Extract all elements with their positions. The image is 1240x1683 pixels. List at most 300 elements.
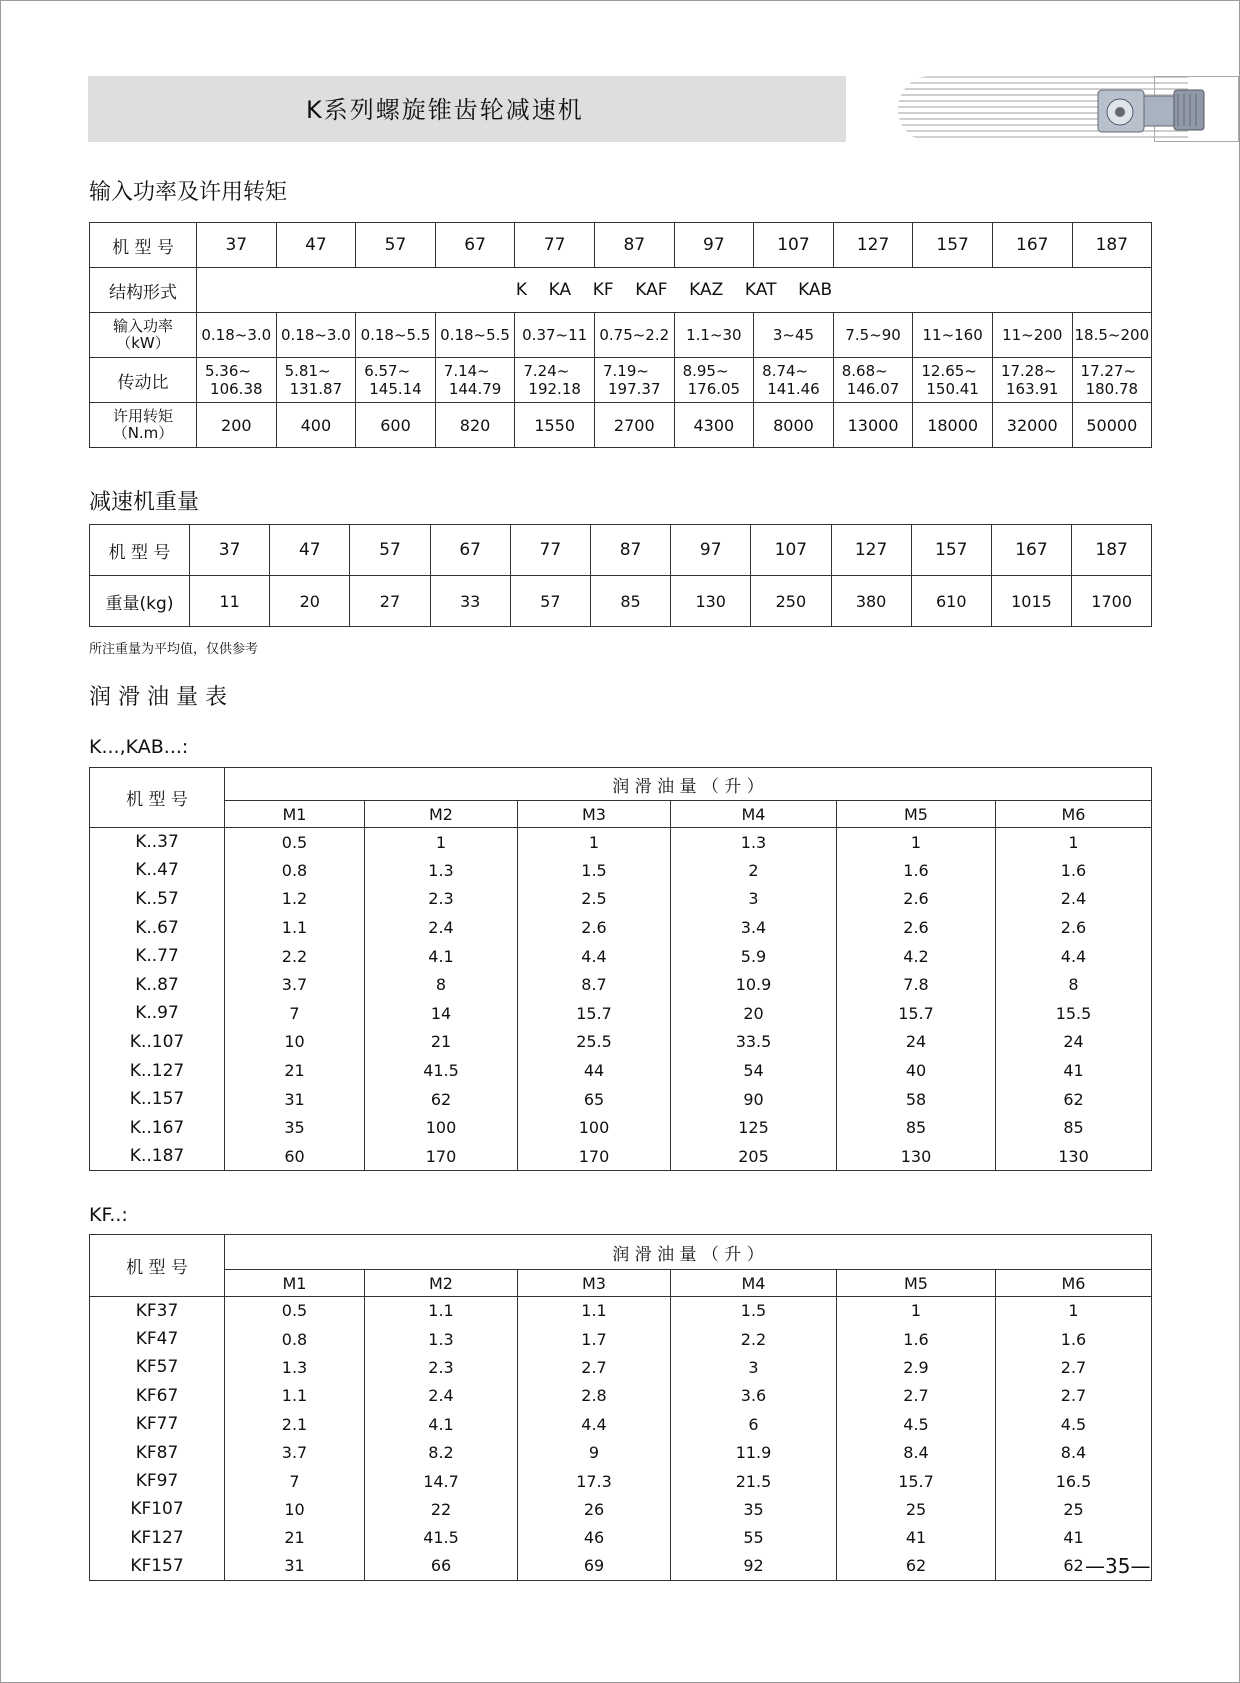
oil-value-cell: 1.6 — [996, 1325, 1152, 1353]
oil-table-kf — [89, 1234, 1152, 1581]
weight-cell: 20 — [270, 576, 350, 627]
oil-value-cell: 1.1 — [225, 913, 365, 942]
oil-value-cell: 1.3 — [225, 1353, 365, 1381]
page-title: K系列螺旋锥齿轮减速机 — [306, 96, 584, 124]
oil-value-cell: 41.5 — [365, 1524, 518, 1552]
oil-value-cell: 2.6 — [996, 913, 1152, 942]
oil-value-cell: 69 — [518, 1552, 671, 1580]
oil-value-cell: 62 — [996, 1085, 1152, 1114]
oil-value-cell: 15.5 — [996, 999, 1152, 1028]
model-cell: 187 — [1072, 525, 1152, 576]
torque-cell: 200 — [197, 403, 277, 448]
oil-value-cell: 170 — [365, 1142, 518, 1171]
oil-value-cell: 14.7 — [365, 1467, 518, 1495]
model-cell: 67 — [430, 525, 510, 576]
table-header-row — [90, 768, 1152, 801]
oil-value-cell: 2.7 — [996, 1353, 1152, 1381]
ratio-min: 6.57~ — [364, 362, 411, 380]
table-row — [90, 885, 1152, 914]
header-oil-group: 润 滑 油 量 （ 升 ） — [225, 768, 1152, 801]
oil-value-cell: 2.4 — [365, 1382, 518, 1410]
oil-k-subtitle: K...,KAB...: — [89, 736, 189, 758]
oil-value-cell: 2.6 — [518, 913, 671, 942]
torque-cell: 600 — [356, 403, 436, 448]
position-header-m3: M3 — [518, 1270, 671, 1297]
weight-cell: 250 — [751, 576, 831, 627]
ratio-max: 150.41 — [926, 380, 979, 398]
table-row — [90, 828, 1152, 857]
torque-cell: 1550 — [515, 403, 595, 448]
oil-value-cell: 130 — [996, 1142, 1152, 1171]
model-cell: K..87 — [90, 970, 225, 999]
model-cell: 97 — [674, 223, 754, 268]
oil-value-cell: 4.4 — [518, 942, 671, 971]
oil-value-cell: 15.7 — [837, 1467, 996, 1495]
oil-value-cell: 41 — [996, 1056, 1152, 1085]
oil-value-cell: 1 — [518, 828, 671, 857]
model-cell: 127 — [831, 525, 911, 576]
table-header-row — [90, 1235, 1152, 1270]
position-header-m6: M6 — [996, 1270, 1152, 1297]
oil-value-cell: 25 — [996, 1495, 1152, 1523]
oil-value-cell: 4.2 — [837, 942, 996, 971]
table-row — [90, 1382, 1152, 1410]
weight-cell: 1015 — [991, 576, 1071, 627]
oil-value-cell: 6 — [671, 1410, 837, 1438]
model-cell: 47 — [276, 223, 356, 268]
oil-value-cell: 21 — [225, 1056, 365, 1085]
oil-value-cell: 25 — [837, 1495, 996, 1523]
oil-value-cell: 2 — [671, 856, 837, 885]
oil-value-cell: 1.7 — [518, 1325, 671, 1353]
oil-value-cell: 90 — [671, 1085, 837, 1114]
power-cell: 18.5~200 — [1072, 313, 1152, 358]
oil-value-cell: 85 — [837, 1113, 996, 1142]
oil-value-cell: 2.2 — [671, 1325, 837, 1353]
ratio-max: 197.37 — [608, 380, 661, 398]
model-cell: KF57 — [90, 1353, 225, 1381]
oil-value-cell: 62 — [837, 1552, 996, 1580]
model-cell: 87 — [594, 223, 674, 268]
oil-value-cell: 130 — [837, 1142, 996, 1171]
oil-table-k — [89, 767, 1152, 1171]
oil-value-cell: 2.7 — [837, 1382, 996, 1410]
model-cell: K..167 — [90, 1113, 225, 1142]
oil-value-cell: 62 — [996, 1552, 1152, 1580]
position-header-m2: M2 — [365, 1270, 518, 1297]
power-cell: 0.37~11 — [515, 313, 595, 358]
header-model: 机 型 号 — [90, 768, 225, 828]
oil-value-cell: 1.3 — [365, 1325, 518, 1353]
oil-value-cell: 2.1 — [225, 1410, 365, 1438]
model-cell: 127 — [833, 223, 913, 268]
weight-cell: 57 — [510, 576, 590, 627]
oil-value-cell: 62 — [365, 1085, 518, 1114]
table-row — [90, 1056, 1152, 1085]
table-row — [90, 1028, 1152, 1057]
header-model: 机 型 号 — [90, 1235, 225, 1297]
oil-value-cell: 14 — [365, 999, 518, 1028]
oil-value-cell: 20 — [671, 999, 837, 1028]
oil-value-cell: 7.8 — [837, 970, 996, 999]
ratio-max: 163.91 — [1005, 380, 1059, 398]
ratio-cell — [276, 358, 356, 403]
table-row — [90, 223, 1152, 268]
ratio-cell — [1072, 358, 1152, 403]
weight-cell: 380 — [831, 576, 911, 627]
torque-cell: 4300 — [674, 403, 754, 448]
power-cell: 0.75~2.2 — [594, 313, 674, 358]
model-cell: K..157 — [90, 1085, 225, 1114]
position-header-m6: M6 — [996, 801, 1152, 828]
position-header-m4: M4 — [671, 1270, 837, 1297]
oil-value-cell: 44 — [518, 1056, 671, 1085]
oil-value-cell: 25.5 — [518, 1028, 671, 1057]
ratio-min: 8.74~ — [762, 362, 809, 380]
oil-value-cell: 33.5 — [671, 1028, 837, 1057]
model-cell: 47 — [270, 525, 350, 576]
power-cell: 0.18~3.0 — [197, 313, 277, 358]
oil-value-cell: 24 — [996, 1028, 1152, 1057]
oil-value-cell: 170 — [518, 1142, 671, 1171]
power-cell: 0.18~5.5 — [435, 313, 515, 358]
table-row — [90, 1325, 1152, 1353]
table-row — [90, 999, 1152, 1028]
row-label-ratio: 传动比 — [90, 358, 197, 403]
torque-label-line1: 许用转矩 — [112, 407, 173, 425]
oil-value-cell: 55 — [671, 1524, 837, 1552]
torque-cell: 18000 — [913, 403, 993, 448]
ratio-max: 141.46 — [767, 380, 820, 398]
header-oil-group: 润 滑 油 量 （ 升 ） — [225, 1235, 1152, 1270]
oil-value-cell: 5.9 — [671, 942, 837, 971]
row-label-model: 机 型 号 — [90, 223, 197, 268]
oil-value-cell: 8.4 — [996, 1438, 1152, 1466]
oil-value-cell: 2.2 — [225, 942, 365, 971]
ratio-min: 7.14~ — [443, 362, 490, 380]
table-row — [90, 913, 1152, 942]
oil-value-cell: 3.7 — [225, 1438, 365, 1466]
power-cell: 1.1~30 — [674, 313, 754, 358]
oil-value-cell: 1 — [837, 1297, 996, 1325]
oil-value-cell: 205 — [671, 1142, 837, 1171]
model-cell: KF67 — [90, 1382, 225, 1410]
model-cell: K..57 — [90, 885, 225, 914]
model-cell: KF47 — [90, 1325, 225, 1353]
oil-value-cell: 8.4 — [837, 1438, 996, 1466]
weight-cell: 27 — [350, 576, 430, 627]
oil-value-cell: 40 — [837, 1056, 996, 1085]
oil-value-cell: 10 — [225, 1495, 365, 1523]
ratio-min: 12.65~ — [921, 362, 977, 380]
position-header-m1: M1 — [225, 801, 365, 828]
position-header-m5: M5 — [837, 801, 996, 828]
model-cell: KF157 — [90, 1552, 225, 1580]
oil-value-cell: 35 — [671, 1495, 837, 1523]
ratio-max: 144.79 — [448, 380, 502, 398]
row-label-weight: 重量(kg) — [90, 576, 190, 627]
table-row — [90, 525, 1152, 576]
table-row — [90, 1524, 1152, 1552]
position-header-m3: M3 — [518, 801, 671, 828]
table-row — [90, 1410, 1152, 1438]
power-cell: 11~160 — [913, 313, 993, 358]
ratio-cell — [674, 358, 754, 403]
position-header-m5: M5 — [837, 1270, 996, 1297]
ratio-min: 7.19~ — [602, 362, 649, 380]
oil-value-cell: 11.9 — [671, 1438, 837, 1466]
table-row — [90, 1142, 1152, 1171]
header-banner — [88, 76, 1151, 142]
oil-value-cell: 85 — [996, 1113, 1152, 1142]
weight-cell: 610 — [911, 576, 991, 627]
oil-value-cell: 26 — [518, 1495, 671, 1523]
torque-cell: 820 — [435, 403, 515, 448]
oil-value-cell: 2.5 — [518, 885, 671, 914]
oil-value-cell: 58 — [837, 1085, 996, 1114]
model-cell: K..37 — [90, 828, 225, 857]
torque-label-line2: （N.m） — [112, 424, 174, 442]
model-cell: KF127 — [90, 1524, 225, 1552]
table-row — [90, 1297, 1152, 1325]
table-row — [90, 1353, 1152, 1381]
oil-value-cell: 8.2 — [365, 1438, 518, 1466]
ratio-min: 8.68~ — [841, 362, 888, 380]
weight-cell: 1700 — [1072, 576, 1152, 627]
ratio-max: 176.05 — [687, 380, 741, 398]
oil-value-cell: 8.7 — [518, 970, 671, 999]
power-label-line1: 输入功率 — [112, 317, 173, 335]
torque-cell: 400 — [276, 403, 356, 448]
oil-value-cell: 8 — [996, 970, 1152, 999]
oil-value-cell: 10.9 — [671, 970, 837, 999]
oil-value-cell: 65 — [518, 1085, 671, 1114]
oil-value-cell: 2.7 — [996, 1382, 1152, 1410]
oil-value-cell: 2.8 — [518, 1382, 671, 1410]
oil-value-cell: 41 — [837, 1524, 996, 1552]
model-cell: K..187 — [90, 1142, 225, 1171]
model-cell: 107 — [754, 223, 834, 268]
oil-value-cell: 100 — [365, 1113, 518, 1142]
oil-value-cell: 66 — [365, 1552, 518, 1580]
oil-value-cell: 4.4 — [518, 1410, 671, 1438]
position-header-m2: M2 — [365, 801, 518, 828]
oil-value-cell: 1.6 — [837, 856, 996, 885]
oil-value-cell: 2.6 — [837, 913, 996, 942]
oil-value-cell: 125 — [671, 1113, 837, 1142]
model-cell: KF107 — [90, 1495, 225, 1523]
model-cell: 37 — [197, 223, 277, 268]
model-cell: 57 — [350, 525, 430, 576]
ratio-cell — [754, 358, 834, 403]
oil-value-cell: 24 — [837, 1028, 996, 1057]
oil-value-cell: 1 — [837, 828, 996, 857]
oil-value-cell: 10 — [225, 1028, 365, 1057]
oil-value-cell: 1.6 — [837, 1325, 996, 1353]
oil-value-cell: 15.7 — [837, 999, 996, 1028]
torque-cell: 13000 — [833, 403, 913, 448]
oil-value-cell: 2.4 — [365, 913, 518, 942]
oil-value-cell: 1 — [365, 828, 518, 857]
oil-kf-subtitle: KF..: — [89, 1204, 128, 1226]
oil-value-cell: 35 — [225, 1113, 365, 1142]
oil-value-cell: 100 — [518, 1113, 671, 1142]
ratio-cell — [833, 358, 913, 403]
table-row — [90, 358, 1152, 403]
power-cell: 7.5~90 — [833, 313, 913, 358]
section-title-oil: 润 滑 油 量 表 — [89, 685, 227, 710]
ratio-min: 17.27~ — [1080, 362, 1137, 380]
table-header-row — [90, 801, 1152, 828]
ratio-min: 5.81~ — [284, 362, 331, 380]
model-cell: 87 — [590, 525, 670, 576]
table-row — [90, 1495, 1152, 1523]
oil-value-cell: 15.7 — [518, 999, 671, 1028]
model-cell: KF77 — [90, 1410, 225, 1438]
weight-note: 所注重量为平均值，仅供参考 — [89, 642, 259, 657]
table-row — [90, 403, 1152, 448]
ratio-min: 7.24~ — [523, 362, 570, 380]
oil-value-cell: 3 — [671, 885, 837, 914]
ratio-min: 5.36~ — [205, 362, 251, 380]
power-torque-table — [89, 222, 1152, 448]
model-cell: 187 — [1072, 223, 1152, 268]
ratio-cell — [913, 358, 993, 403]
ratio-max: 146.07 — [846, 380, 900, 398]
model-cell: 107 — [751, 525, 831, 576]
oil-value-cell: 2.3 — [365, 885, 518, 914]
oil-value-cell: 31 — [225, 1085, 365, 1114]
oil-value-cell: 4.4 — [996, 942, 1152, 971]
ratio-cell — [435, 358, 515, 403]
oil-value-cell: 1.3 — [671, 828, 837, 857]
row-label-torque — [90, 403, 197, 448]
oil-value-cell: 1.1 — [518, 1297, 671, 1325]
oil-value-cell: 2.9 — [837, 1353, 996, 1381]
oil-value-cell: 41.5 — [365, 1056, 518, 1085]
weight-table — [89, 524, 1152, 627]
table-row — [90, 1438, 1152, 1466]
oil-value-cell: 2.6 — [837, 885, 996, 914]
table-row — [90, 1113, 1152, 1142]
oil-value-cell: 46 — [518, 1524, 671, 1552]
oil-value-cell: 1.5 — [518, 856, 671, 885]
oil-value-cell: 2.7 — [518, 1353, 671, 1381]
oil-value-cell: 3.6 — [671, 1382, 837, 1410]
position-header-m1: M1 — [225, 1270, 365, 1297]
power-cell: 3~45 — [754, 313, 834, 358]
oil-value-cell: 92 — [671, 1552, 837, 1580]
weight-cell: 130 — [671, 576, 751, 627]
oil-value-cell: 31 — [225, 1552, 365, 1580]
ratio-cell — [515, 358, 595, 403]
oil-value-cell: 8 — [365, 970, 518, 999]
gearbox-image — [1096, 80, 1206, 138]
table-row — [90, 856, 1152, 885]
power-cell: 11~200 — [992, 313, 1072, 358]
ratio-max: 131.87 — [289, 380, 343, 398]
ratio-cell — [197, 358, 277, 403]
page-number: —35— — [1085, 1554, 1151, 1578]
oil-value-cell: 1 — [996, 1297, 1152, 1325]
oil-value-cell: 1.6 — [996, 856, 1152, 885]
oil-value-cell: 1.5 — [671, 1297, 837, 1325]
model-cell: KF37 — [90, 1297, 225, 1325]
position-header-m4: M4 — [671, 801, 837, 828]
model-cell: 167 — [992, 223, 1072, 268]
model-cell: 57 — [356, 223, 436, 268]
table-header-row — [90, 1270, 1152, 1297]
oil-value-cell: 4.1 — [365, 942, 518, 971]
oil-value-cell: 21.5 — [671, 1467, 837, 1495]
oil-value-cell: 1.1 — [225, 1382, 365, 1410]
power-label-line2: （kW） — [116, 334, 170, 352]
model-cell: K..47 — [90, 856, 225, 885]
ratio-max: 192.18 — [528, 380, 581, 398]
model-cell: 37 — [190, 525, 270, 576]
row-label-power — [90, 313, 197, 358]
oil-value-cell: 4.5 — [837, 1410, 996, 1438]
oil-value-cell: 0.8 — [225, 856, 365, 885]
oil-value-cell: 0.5 — [225, 1297, 365, 1325]
oil-value-cell: 0.8 — [225, 1325, 365, 1353]
structure-value: K KA KF KAF KAZ KAT KAB — [197, 268, 1152, 313]
oil-value-cell: 17.3 — [518, 1467, 671, 1495]
row-label-structure: 结构形式 — [90, 268, 197, 313]
row-label-model: 机 型 号 — [90, 525, 190, 576]
ratio-min: 17.28~ — [1000, 362, 1057, 380]
oil-value-cell: 1.1 — [365, 1297, 518, 1325]
oil-value-cell: 7 — [225, 1467, 365, 1495]
oil-value-cell: 21 — [365, 1028, 518, 1057]
oil-value-cell: 21 — [225, 1524, 365, 1552]
oil-value-cell: 2.4 — [996, 885, 1152, 914]
model-cell: 67 — [435, 223, 515, 268]
model-cell: 157 — [911, 525, 991, 576]
model-cell: KF97 — [90, 1467, 225, 1495]
torque-cell: 32000 — [992, 403, 1072, 448]
model-cell: 77 — [510, 525, 590, 576]
oil-value-cell: 3 — [671, 1353, 837, 1381]
ratio-cell — [992, 358, 1072, 403]
model-cell: 167 — [991, 525, 1071, 576]
model-cell: 157 — [913, 223, 993, 268]
table-row — [90, 268, 1152, 313]
oil-value-cell: 7 — [225, 999, 365, 1028]
table-row — [90, 942, 1152, 971]
oil-value-cell: 2.3 — [365, 1353, 518, 1381]
model-cell: 77 — [515, 223, 595, 268]
power-cell: 0.18~5.5 — [356, 313, 436, 358]
table-row — [90, 970, 1152, 999]
table-row — [90, 576, 1152, 627]
ratio-max: 145.14 — [369, 380, 422, 398]
ratio-max: 180.78 — [1085, 380, 1139, 398]
power-cell: 0.18~3.0 — [276, 313, 356, 358]
section-title-power: 输入功率及许用转矩 — [89, 180, 288, 205]
torque-cell: 50000 — [1072, 403, 1152, 448]
section-title-weight: 减速机重量 — [89, 490, 200, 515]
model-cell: K..97 — [90, 999, 225, 1028]
oil-value-cell: 54 — [671, 1056, 837, 1085]
weight-cell: 33 — [430, 576, 510, 627]
oil-value-cell: 4.1 — [365, 1410, 518, 1438]
oil-value-cell: 3.7 — [225, 970, 365, 999]
torque-cell: 8000 — [754, 403, 834, 448]
model-cell: KF87 — [90, 1438, 225, 1466]
ratio-max: 106.38 — [210, 380, 263, 398]
model-cell: K..127 — [90, 1056, 225, 1085]
